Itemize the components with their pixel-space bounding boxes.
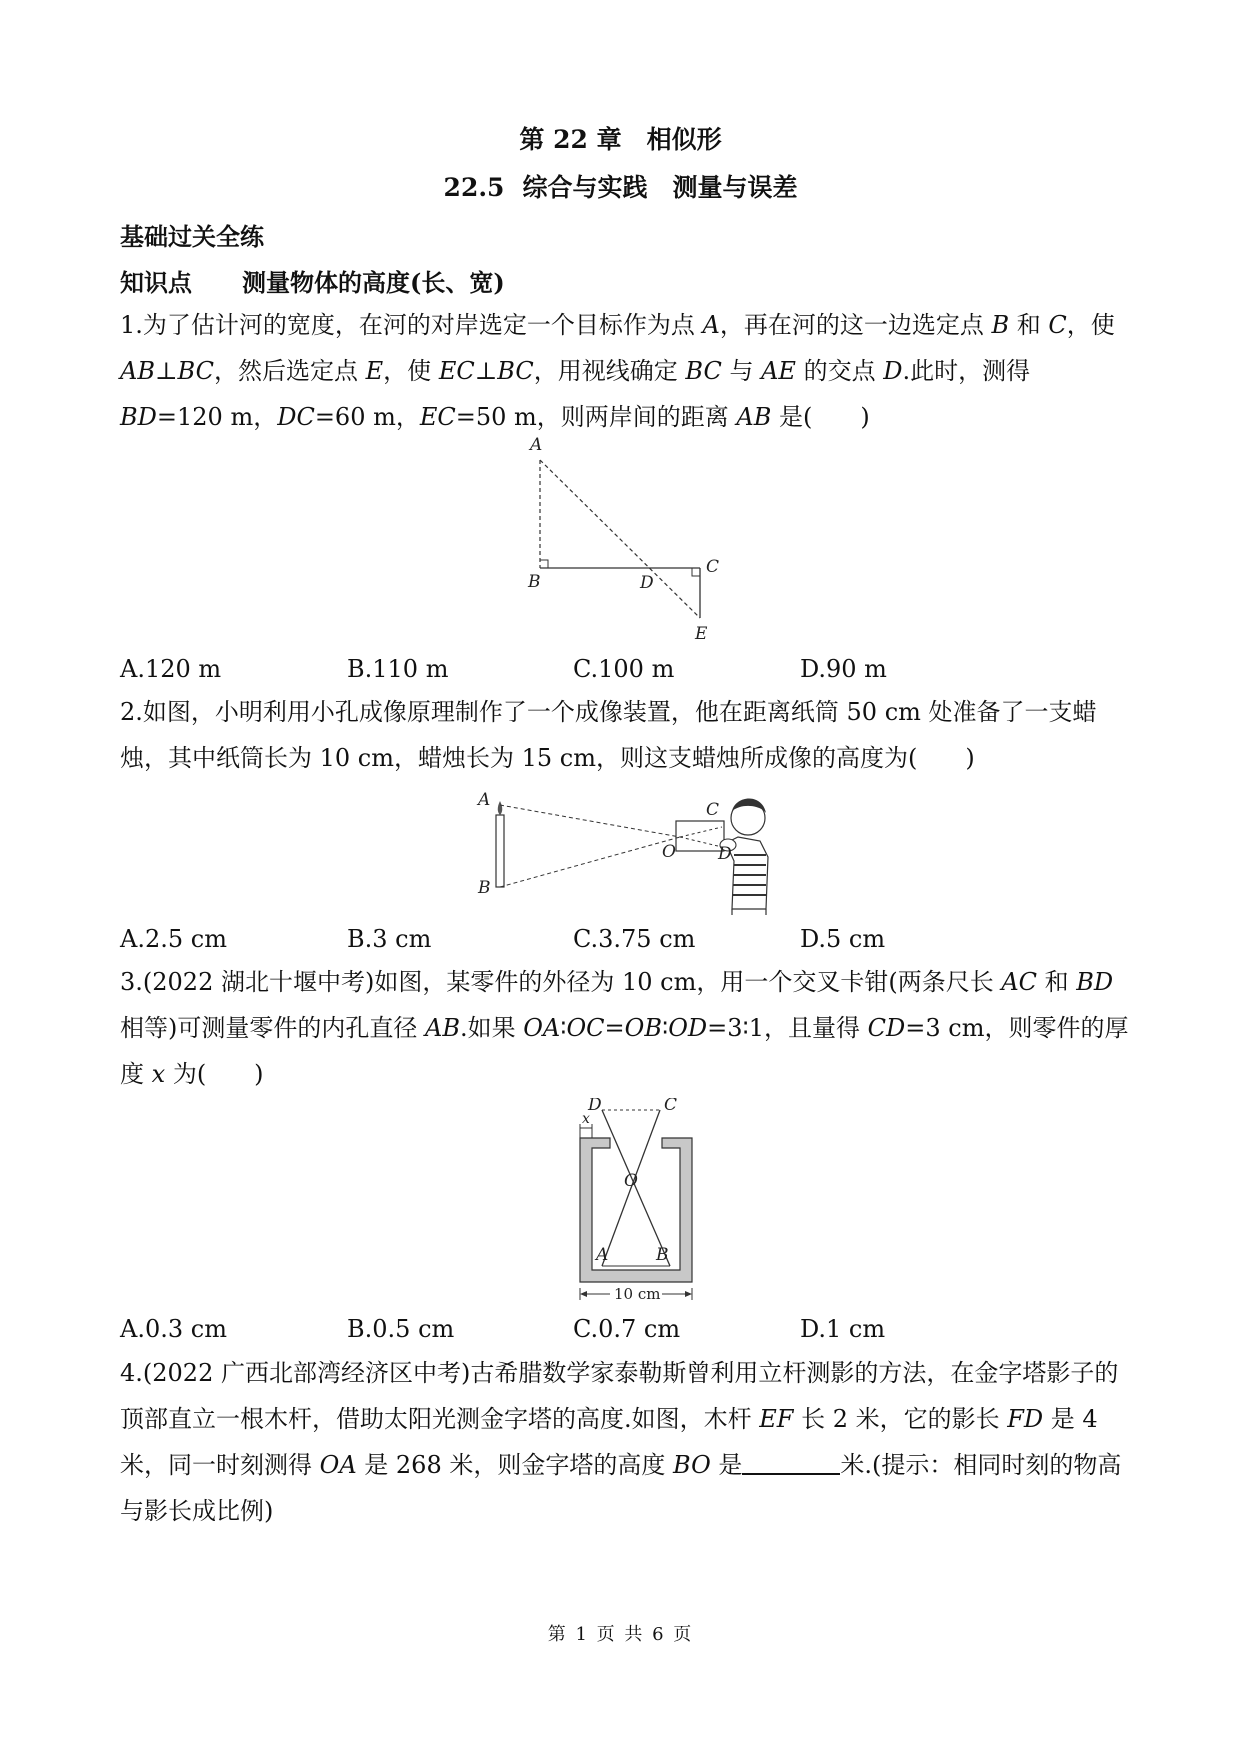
q3-option-c[interactable]: C.0.7 cm (573, 1315, 681, 1343)
fig2-label-a: A (478, 790, 491, 810)
section-name: 综合与实践 测量与误差 (522, 173, 798, 202)
fig2-label-o: O (662, 842, 676, 862)
knowledge-point-heading (120, 263, 505, 298)
fig3-label-d: D (588, 1098, 602, 1115)
fig3-label-b: B (656, 1245, 669, 1265)
q2-option-c[interactable]: C.3.75 cm (573, 925, 696, 953)
fig3-label-x: x (582, 1111, 590, 1127)
q3-option-a[interactable]: A.0.3 cm (120, 1315, 227, 1343)
question-3-figure (560, 1098, 720, 1304)
question-3-text: 3.(2022 湖北十堰中考)如图，某零件的外径为 10 cm，用一个交叉卡钳(两条尺长 AC 和 BD 相等)可测量零件的内孔直径 AB.如果 OA∶OC=OB∶OD=3∶1，且量得 CD=3 cm，则零件的厚度 x 为( ) (120, 968, 1129, 1088)
fig1-label-d: D (640, 573, 654, 593)
exercise-group-label: 基础过关全练 (120, 222, 264, 251)
fig3-label-a: A (596, 1245, 609, 1265)
q3-option-b[interactable]: B.0.5 cm (347, 1315, 455, 1343)
section-title (0, 168, 1241, 204)
fig1-label-a: A (530, 435, 543, 455)
q1-option-c[interactable]: C.100 m (573, 655, 675, 683)
fig3-label-c: C (664, 1098, 678, 1115)
knowledge-point-label: 知识点 (120, 268, 192, 297)
fig2-label-d: D (718, 844, 732, 864)
q1-option-d[interactable]: D.90 m (800, 655, 887, 683)
page-footer: 第 1 页 共 6 页 (547, 1624, 694, 1645)
section-number: 22.5 (443, 173, 505, 202)
q3-option-d[interactable]: D.1 cm (800, 1315, 886, 1343)
fig1-label-c: C (706, 557, 720, 577)
fig2-label-b: B (478, 878, 491, 898)
question-4-text: 4.(2022 广西北部湾经济区中考)古希腊数学家泰勒斯曾利用立杆测影的方法，在金字塔影子的顶部直立一根木杆，借助太阳光测金字塔的高度.如图，木杆 EF 长 2 米，它的影长 FD 是 4 米，同一时刻测得 OA 是 268 米，则金字塔的高度 BO 是 米.(提示：相同时刻的物高与影长成比例) (120, 1359, 1122, 1525)
question-2-text: 2.如图，小明利用小孔成像原理制作了一个成像装置，他在距离纸筒 50 cm 处准备了一支蜡烛，其中纸筒长为 10 cm，蜡烛长为 15 cm，则这支蜡烛所成像的高度为( ) (120, 698, 1097, 772)
q2-option-a[interactable]: A.2.5 cm (120, 925, 227, 953)
fig2-label-c: C (706, 800, 720, 820)
fig1-label-e: E (695, 624, 708, 642)
question-2-figure (470, 785, 810, 915)
q2-option-b[interactable]: B.3 cm (347, 925, 432, 953)
chapter-title: 第 22 章 相似形 (519, 125, 722, 154)
fig3-label-o: O (624, 1171, 638, 1191)
q2-option-d[interactable]: D.5 cm (800, 925, 886, 953)
question-1-text: 1.为了估计河的宽度，在河的对岸选定一个目标作为点 A，再在河的这一边选定点 B 和 C，使 AB⊥BC，然后选定点 E，使 EC⊥BC，用视线确定 BC 与 AE 的交点 D.此时，测得 BD=120 m，DC=60 m，EC=50 m，则两岸间的距离 AB 是( ) (120, 311, 1115, 431)
fig3-dimension-label: 10 cm (614, 1285, 661, 1303)
answer-blank[interactable] (742, 1451, 840, 1475)
question-1-figure (520, 432, 740, 642)
q1-option-b[interactable]: B.110 m (347, 655, 449, 683)
q1-option-a[interactable]: A.120 m (120, 655, 222, 683)
knowledge-point-title: 测量物体的高度(长、宽) (242, 268, 505, 297)
fig1-label-b: B (528, 572, 541, 592)
